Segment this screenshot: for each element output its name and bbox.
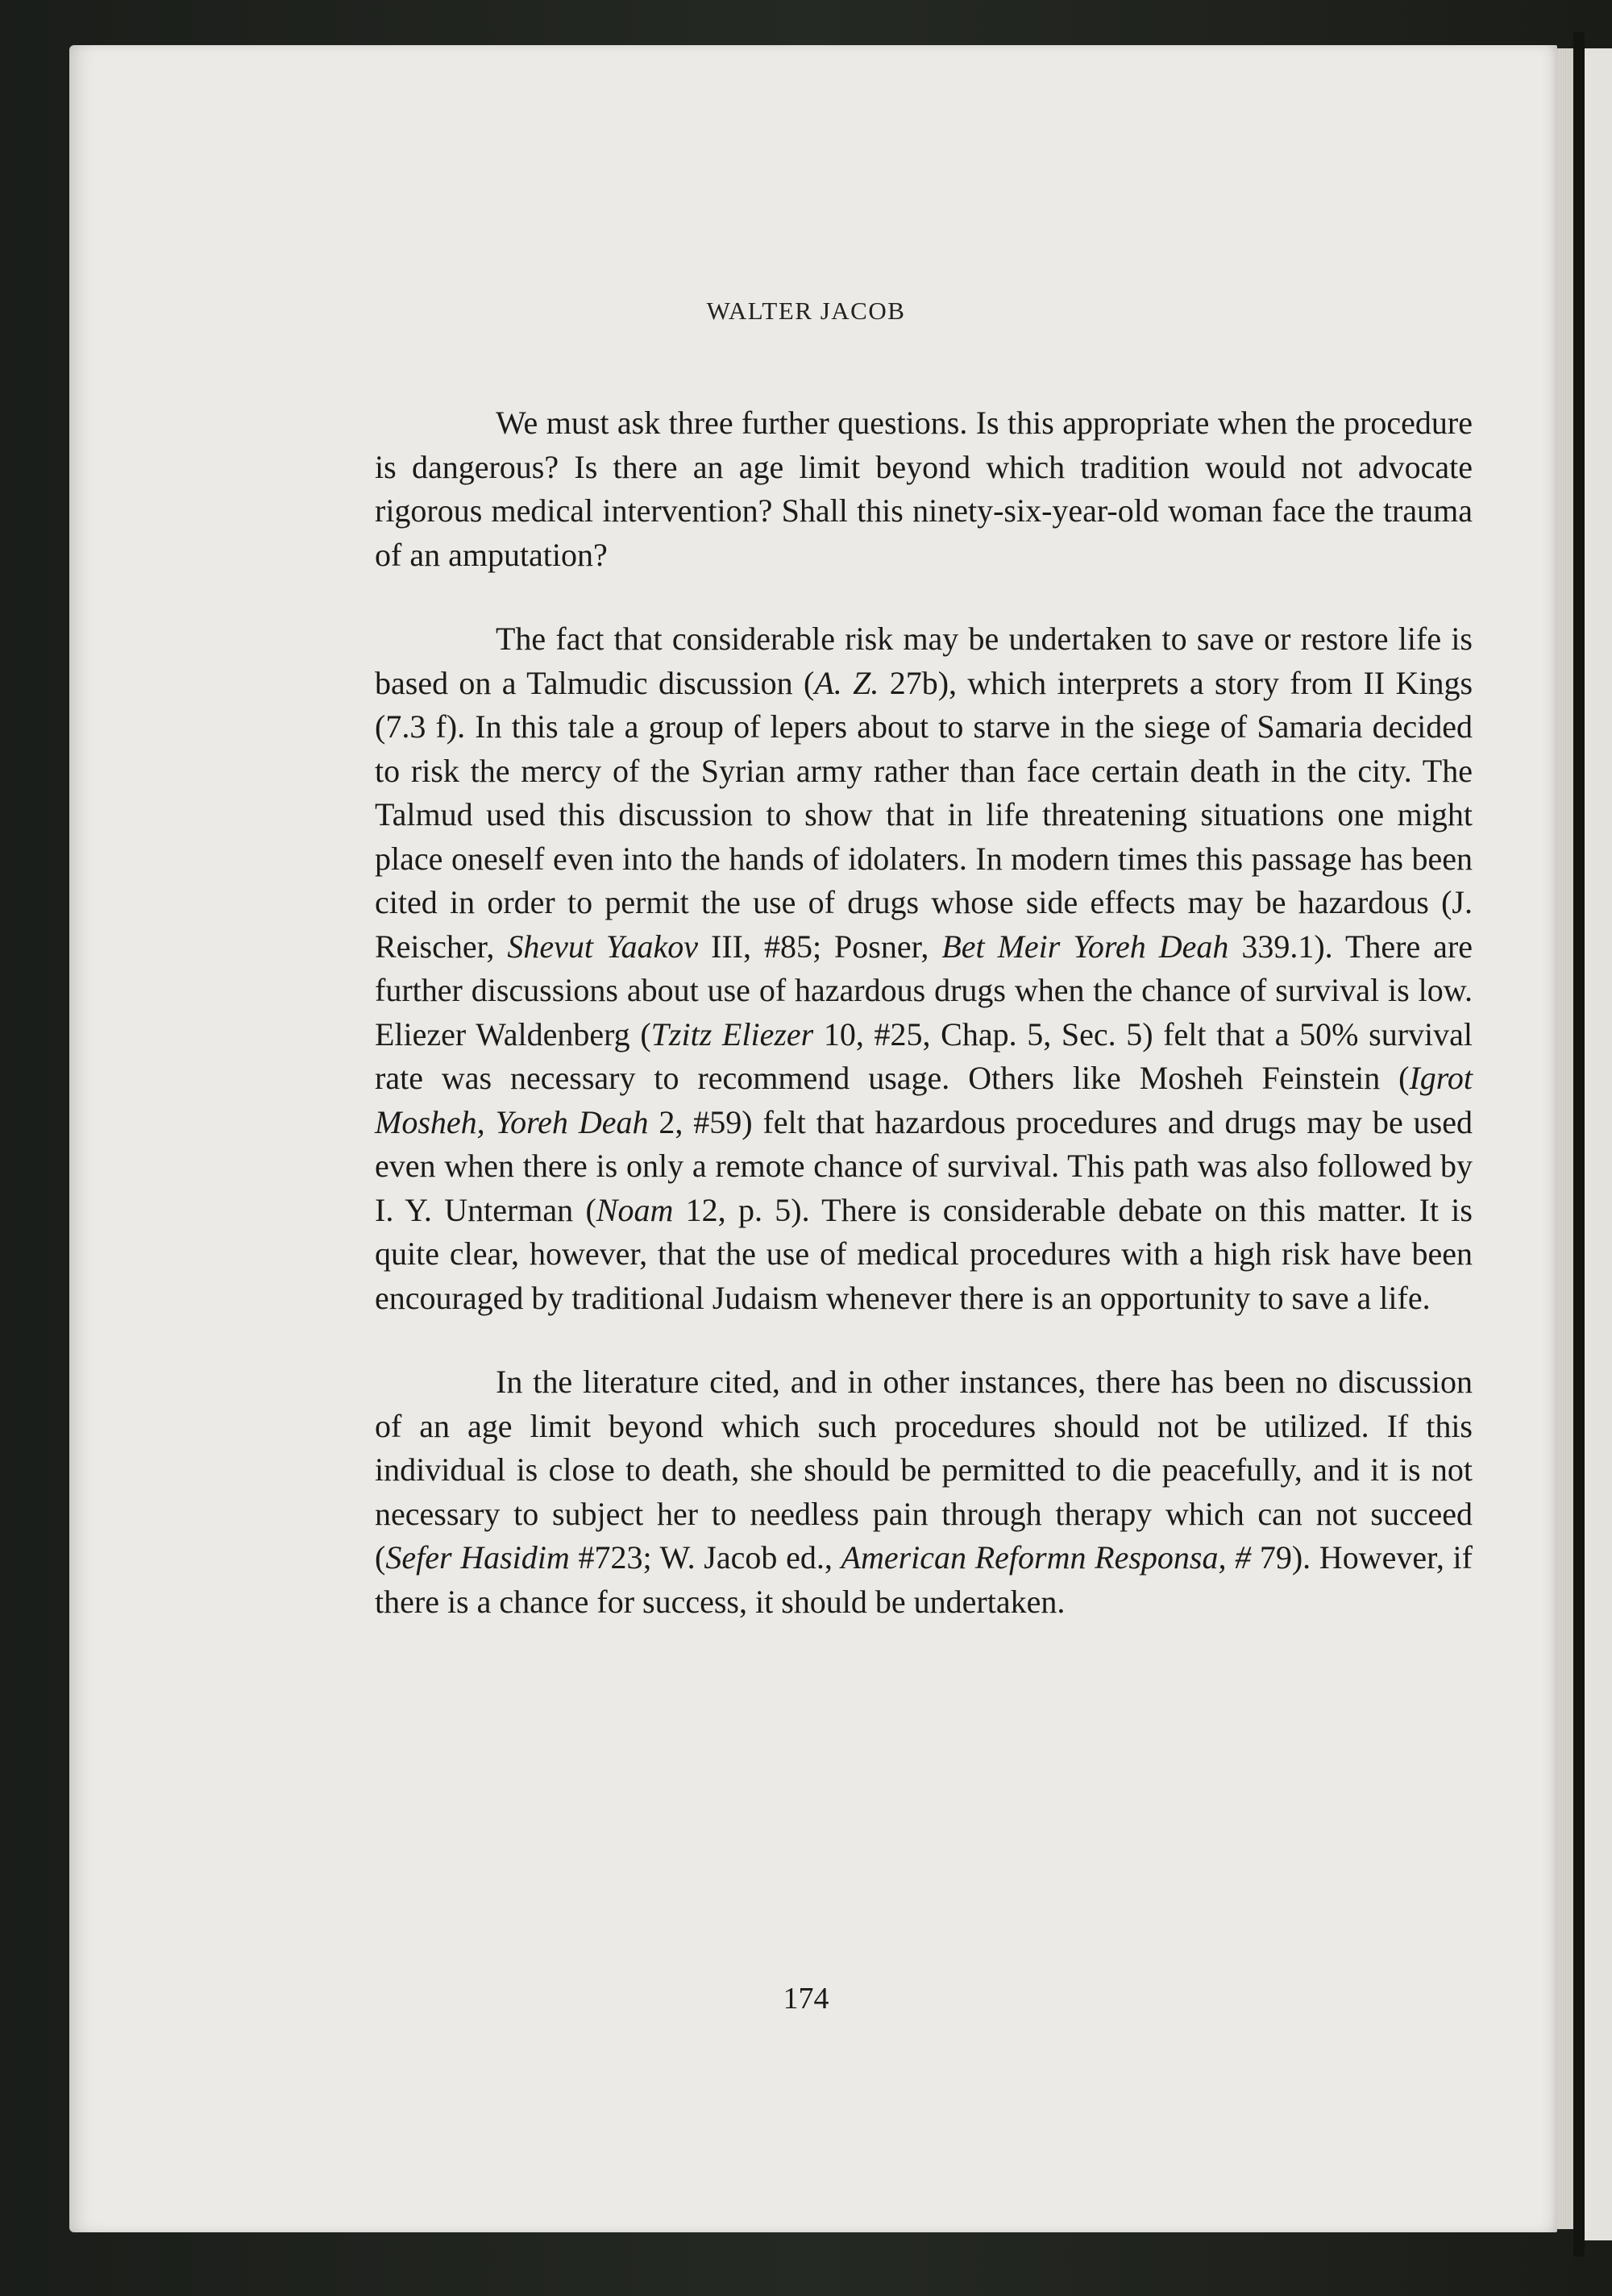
citation-title: Bet Meir Yoreh Deah — [941, 928, 1229, 965]
text-run: 79). However, if there is a chance for success, it should be undertaken. — [375, 1539, 1473, 1620]
book-gutter — [1573, 32, 1585, 2257]
text-run: 339.1). There are further discussions about use of hazardous drugs when the chance of survival is low. Eliezer Waldenberg ( — [375, 928, 1473, 1053]
text-run: The fact that considerable risk may be undertaken to save or restore life is based on a Talmudic discussion ( — [375, 621, 1473, 701]
citation-title: Igrot Mosheh, Yoreh Deah — [375, 1060, 1473, 1140]
running-head: WALTER JACOB — [706, 297, 906, 325]
text-run: 12, p. 5). There is considerable debate on this matter. It is quite clear, however, that the use of medical procedures with a high risk have been encouraged by traditional Judaism whenever there is an opportunity to save a life. — [375, 1191, 1473, 1316]
citation-title: A. Z. — [814, 664, 879, 701]
text-run: #723; W. Jacob ed., — [569, 1539, 841, 1576]
page-number: 174 — [783, 1982, 829, 2016]
paragraph — [375, 1360, 1473, 1624]
facing-page-edge — [1585, 48, 1612, 2240]
citation-title: American Reformn Responsa, # — [841, 1539, 1252, 1576]
text-run: III, #85; Posner, — [698, 928, 942, 965]
citation-title: Sefer Hasidim — [385, 1539, 570, 1576]
text-run: 27b), which interprets a story from II Kings (7.3 f). In this tale a group of lepers about to starve in the siege of Samaria decided to risk the mercy of the Syrian army rather than face certain death in the city. The Talmud used this discussion to show that in life threatening situations one might place oneself even into the hands of idolaters. In modern times this passage has been cited in order to permit the use of drugs whose side effects may be hazardous (J. Reischer, — [375, 664, 1473, 965]
paragraph — [375, 617, 1473, 1320]
text-run: In the literature cited, and in other instances, there has been no discussion of an age limit beyond which such procedures should not be utilized. If this individual is close to death, she should be permitted to die peacefully, and it is not necessary to subject her to needless pain through therapy which can not succeed ( — [375, 1364, 1473, 1576]
citation-title: Tzitz Eliezer — [650, 1015, 814, 1053]
text-run: 2, #59) felt that hazardous procedures and drugs may be used even when there is only a remote chance of survival. This path was also followed by I. Y. Unterman ( — [375, 1103, 1473, 1228]
page-fore-edge — [1557, 48, 1573, 2229]
text-run: 10, #25, Chap. 5, Sec. 5) felt that a 50% survival rate was necessary to recommend usage. Others like Mosheh Feinstein ( — [375, 1015, 1473, 1096]
text-run: We must ask three further questions. Is this appropriate when the procedure is dangerous? Is there an age limit beyond which tradition would not advocate rigorous medical intervention? Shall this ninety-six-year-old woman face the trauma of an amputation? — [375, 405, 1473, 573]
paragraph — [375, 401, 1473, 577]
citation-title: Shevut Yaakov — [507, 928, 699, 965]
body-text — [375, 401, 1473, 1624]
citation-title: Noam — [596, 1191, 674, 1228]
